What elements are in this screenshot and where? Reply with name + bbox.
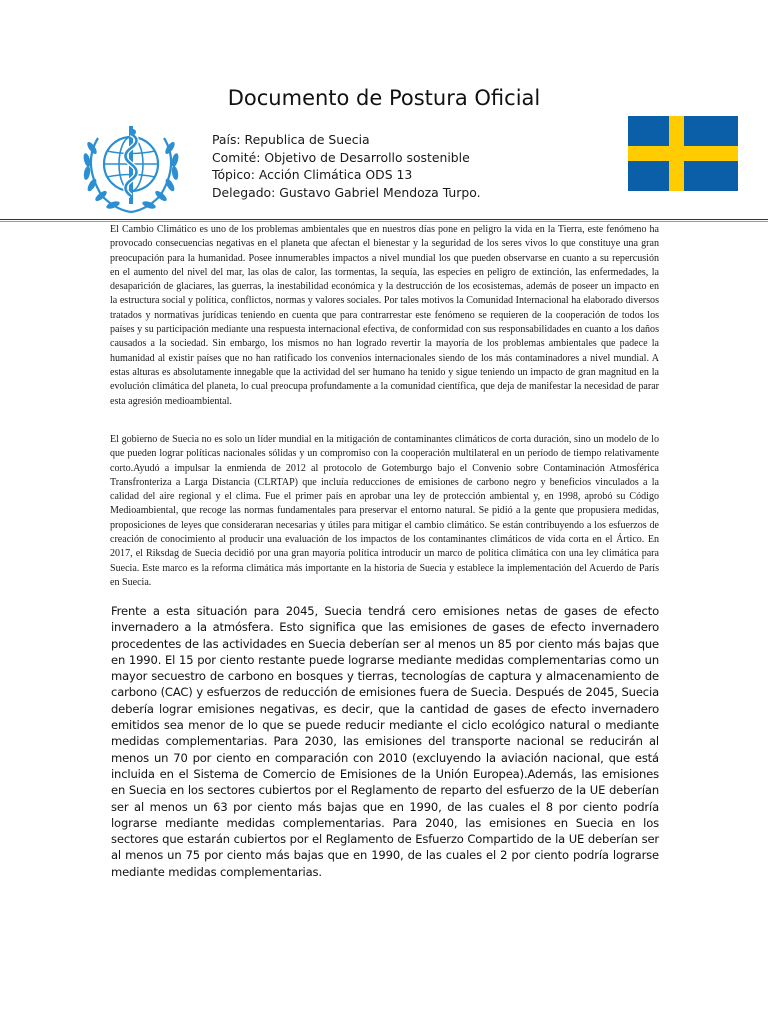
country-line: País: Republica de Suecia	[212, 132, 370, 147]
document-metadata	[212, 131, 481, 201]
paragraph-climate-change: El Cambio Climático es uno de los problemas ambientales que en nuestros días pone en peligro la vida en la Tierra, este fenómeno ha provocado consecuencias negativas en el planeta que afectan el bienestar y la seguridad de los seres vivos lo que constituye una gran preocupación para la humanidad. Posee innumerables impactos a nivel mundial los que pueden observarse en cuanto a su repercusión en el aumento del nivel del mar, las olas de calor, las tormentas, la sequía, las especies en peligro de extinción, las enfermedades, la desaparición de glaciares, las guerras, la inestabilidad económica y la destrucción de los ecosistemas, además de poseer un impacto en la estructura social y política, conflictos, normas y valores sociales. Por tales motivos la Comunidad Internacional ha elaborado diversos tratados y normativas jurídicas teniendo en cuenta que para contrarrestar este fenómeno se requieren de la cooperación de todos los países y su participación mediante una respuesta internacional efectiva, de conformidad con sus responsabilidades en cuanto a los daños causados a la sociedad. Sin embargo, los mismos no han logrado revertir la mayoría de los problemas ambientales que padece la humanidad al existir países que no han ratificado los convenios internacionales siendo de los más contaminadores a nivel mundial. A estas alturas es absolutamente innegable que la actividad del ser humano ha tenido y sigue teniendo un impacto de gran magnitud en la evolución climática del planeta, lo cual preocupa profundamente a la comunidad científica, que deja de manifestar la necesidad de parar esta agresión medioambiental.	[110, 224, 659, 407]
delegate-line: Delegado: Gustavo Gabriel Mendoza Turpo.	[212, 184, 481, 200]
header-divider-secondary	[0, 221, 768, 222]
sweden-flag-icon	[628, 116, 738, 191]
paragraph-sweden-targets: Frente a esta situación para 2045, Suecia tendrá cero emisiones netas de gases de efecto invernadero a la atmósfera. Esto significa que las emisiones de gases de efecto invernadero procedentes de las actividades en Suecia deberían ser al menos un 85 por ciento más bajas que en 1990. El 15 por ciento restante puede lograrse mediante medidas complementarias como un mayor secuestro de carbono en bosques y tierras, tecnologías de captura y almacenamiento de carbono (CAC) y esfuerzos de reducción de emisiones fuera de Suecia. Después de 2045, Suecia debería lograr emisiones negativas, es decir, que la cantidad de gases de efecto invernadero emitidos sea menor de lo que se puede reducir mediante el ciclo ecológico natural o mediante medidas complementarias. Para 2030, las emisiones del transporte nacional se reducirán al menos un 70 por ciento en comparación con 2010 (excluyendo la aviación nacional, que está incluida en el Sistema de Comercio de Emisiones de la Unión Europea).Además, las emisiones en Suecia en los sectores cubiertos por el Reglamento de reparto del esfuerzo de la UE deberían ser al menos un 63 por ciento más bajas que en 1990, de las cuales el 8 por ciento podría lograrse mediante medidas complementarias. Para 2040, las emisiones en Suecia en los sectores que estarán cubiertos por el Reglamento de Esfuerzo Compartido de la UE deberían ser al menos un 75 por ciento más bajas que en 1990, de las cuales el 2 por ciento podría lograrse mediante medidas complementarias.	[111, 604, 659, 879]
committee-line: Comité: Objetivo de Desarrollo sostenible	[212, 149, 470, 165]
paragraph-sweden-government: El gobierno de Suecia no es solo un líder mundial en la mitigación de contaminantes climáticos de corta duración, sino un modelo de lo que pueden lograr políticas nacionales sólidas y un compromiso con la cooperación multilateral en un período de tiempo relativamente corto.Ayudó a impulsar la enmienda de 2012 al protocolo de Gotemburgo bajo el Convenio sobre Contaminación Atmosférica Transfronteriza a Larga Distancia (CLRTAP) que incluía reducciones de emisiones de carbono negro y beneficios vinculados a la calidad del aire regional y el clima. Fue el primer país en aprobar una ley de protección ambiental y, en 1998, aprobó su Código Medioambiental, que recoge las normas fundamentales para preservar el entorno natural. Se pidió a la gente que propusiera medidas, proposiciones de leyes que consideraran necesarias y útiles para mitigar el cambio climático. Se están contribuyendo a los esfuerzos de creación de conocimiento al producir una evaluación de los impactos de los contaminantes climáticos de vida corta en el Ártico. En 2017, el Riksdag de Suecia decidió por una gran mayoría política introducir un marco de política climática con una ley climática para Suecia. Este marco es la reforma climática más importante en la historia de Suecia y establece la implementación del Acuerdo de París en Suecia.	[110, 434, 659, 588]
topic-line: Tópico: Acción Climática ODS 13	[212, 167, 413, 183]
document-title: Documento de Postura Oficial	[227, 86, 541, 110]
header-divider	[0, 219, 768, 220]
who-emblem-icon	[76, 120, 186, 218]
